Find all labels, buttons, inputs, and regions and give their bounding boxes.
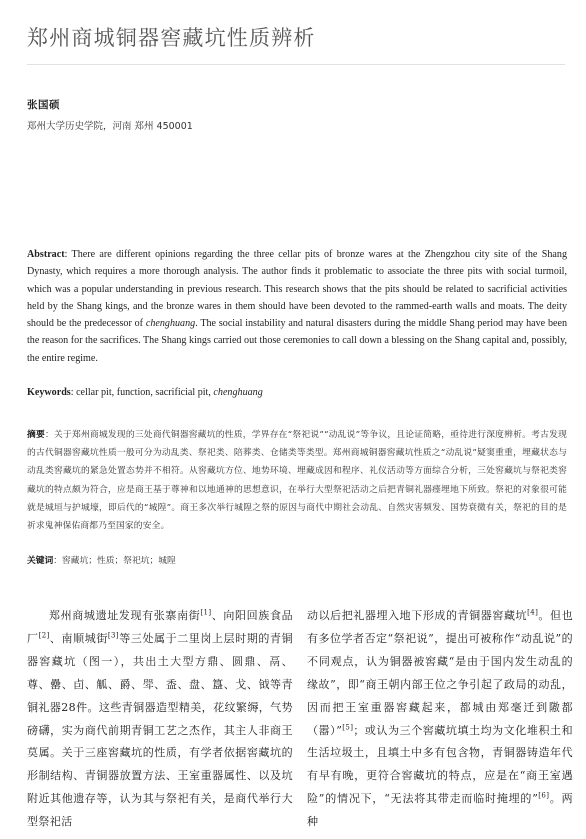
body-text: 动以后把礼器埋入地下形成的青铜器窖藏坑: [307, 609, 528, 622]
abstract-cn-label: 摘要: [27, 430, 45, 440]
body-text: 。但也有多位学者否定“祭祀说”，提出可被称作“动乱说”的不同观点，认为铜器被窖藏“是由于国内发生动乱的缘故”，即“商王朝内部王位之争引起了政局的动乱，因而把王室重器窖藏起来，都城由郑毫迁到隞都（嚣）”: [307, 609, 573, 737]
abstract-text-part1: There are different opinions regarding the three cellar pits of bronze wares at the Zhengzhou city site of the Shang Dynasty, which requires a more thorough analysis. The author finds it problematic to associate the three pits with social turmoil, which was a popular understanding in previous research. This research shows that the pits should be related to sacrificial activities held by the Shang kings, and the bronze wares in them should have been devoted to the rammed-earth walls and moats. The deity should be the predecessor of: [27, 249, 567, 330]
author-affiliation: 郑州大学历史学院，河南 郑州 450001: [27, 121, 193, 132]
citation-ref: [2]: [38, 631, 50, 640]
keywords-cn-label: 关键词: [27, 556, 54, 566]
abstract-english: [27, 246, 567, 367]
abstract-cn-text: 关于郑州商城发现的三处商代铜器窖藏坑的性质，学界存在“祭祀说”“动乱说”等争议，且论证简略，亟待进行深度辨析。考古发现的古代铜器窖藏坑性质一般可分为动乱类、祭祀类、陪葬类、仓储类等类型。郑州商城铜器窖藏坑性质之“动乱说”疑窦重重，埋藏状态与动乱类窖藏坑的紧急处置态势并不相符。从窖藏坑方位、地势环境、埋藏成因和程序、礼仪活动等方面综合分析，三处窖藏坑与祭祀类窖藏坑的特点颇为符合，应是商王基于尊神和以地通神的思想意识，在举行大型祭祀活动之后把青铜礼器瘗埋地下所致。祭祀的对象很可能就是城垣与护城壕，即后代的“城隍”。商王多次举行城隍之祭的原因与商代中期社会动乱、自然灾害频发、国势衰微有关，祭祀的目的是祈求鬼神保佑商都乃至国家的安全。: [27, 430, 567, 532]
keywords-chinese: [27, 553, 176, 566]
abstract-label-separator: :: [64, 249, 72, 260]
title-divider: [27, 64, 565, 65]
keywords-text: cellar pit, function, sacrificial pit,: [76, 387, 214, 398]
keywords-label-separator: :: [70, 387, 77, 398]
body-column-left: [27, 605, 293, 839]
abstract-chinese: [27, 426, 567, 535]
citation-ref: [4]: [527, 608, 539, 617]
author-name: 张国硕: [27, 99, 60, 111]
keywords-italic-term: chenghuang: [213, 387, 263, 398]
abstract-text-part2: . The social instability and natural disasters during the middle Shang period may have been the reason for the sacrifices. The Shang kings carried out those ceremonies to call down a blessing on the Shang capital and, possibly, the entire regime.: [27, 318, 567, 364]
citation-ref: [6]: [538, 791, 550, 800]
paper-title: 郑州商城铜器窖藏坑性质辨析: [27, 26, 316, 50]
citation-ref: [3]: [107, 631, 120, 640]
abstract-italic-term: chenghuang: [145, 318, 196, 330]
abstract-label: Abstract: [27, 249, 65, 260]
body-text: ；或认为三个窖藏坑填土均为文化堆积土和生活垃圾土，且填土中多有包含物，青铜器铸造年代有早有晚，更符合窖藏坑的特点，应是在“商王室遇险”的情况下，“无法将其带走而临时掩埋的”: [307, 723, 573, 806]
citation-ref: [1]: [200, 608, 212, 617]
keywords-english: [27, 387, 567, 398]
abstract-cn-separator: ：: [44, 430, 54, 440]
body-text: 郑州商城遗址发现有张寨南街: [49, 609, 201, 622]
citation-ref: [5]: [342, 722, 354, 731]
keywords-cn-text: 窖藏坑；性质；祭祀坑；城隍: [62, 556, 176, 566]
body-column-right: [307, 605, 573, 839]
keywords-cn-separator: ：: [53, 556, 62, 566]
keywords-label: Keywords: [27, 387, 71, 398]
body-text: 等三处属于二里岗上层时期的青铜器窖藏坑（图一），共出土大型方鼎、圆鼎、鬲、尊、罍、卣、觚、爵、斝、盉、盘、簋、戈、钺等青铜礼器28件。这些青铜器造型精美，花纹繁缛，气势磅礴，实为商代前期青铜工艺之杰作，其主人非商王莫属。关于三座窖藏坑的性质，有学者依据窖藏坑的形制结构、青铜器放置方法、王室重器属性、以及坑附近其他遗存等，认为其与祭祀有关，是商代举行大型祭祀活: [27, 631, 293, 829]
body-text: 。两种: [307, 792, 573, 829]
body-text: 、向阳回族食品厂: [27, 609, 293, 645]
body-text: 、南顺城街: [49, 631, 108, 645]
